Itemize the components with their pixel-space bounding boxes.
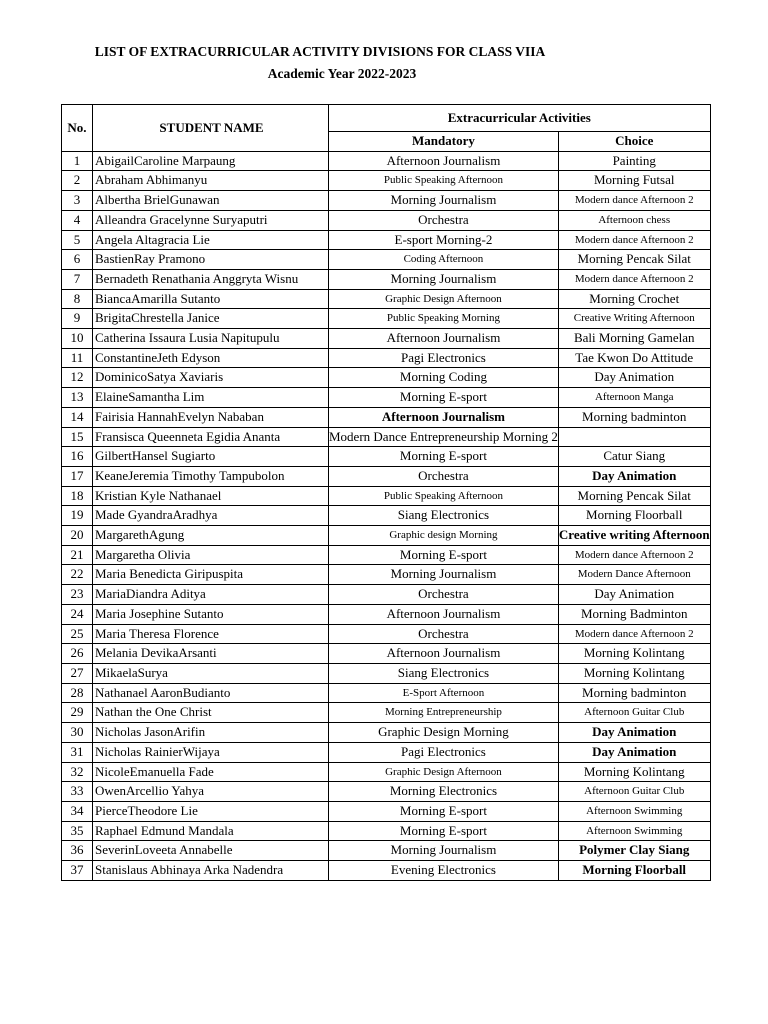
cell-no: 19 xyxy=(62,506,93,526)
cell-no: 37 xyxy=(62,861,93,881)
cell-choice: Morning Kolintang xyxy=(558,644,710,664)
cell-mandatory: Morning Entrepreneurship xyxy=(329,703,559,723)
cell-choice: Morning Floorball xyxy=(558,506,710,526)
cell-no: 22 xyxy=(62,565,93,585)
cell-mandatory: Graphic Design Morning xyxy=(329,723,559,743)
cell-student-name: Albertha BrielGunawan xyxy=(93,191,329,211)
cell-no: 18 xyxy=(62,486,93,506)
cell-choice: Afternoon Swimming xyxy=(558,801,710,821)
cell-mandatory: Graphic Design Afternoon xyxy=(329,762,559,782)
table-row xyxy=(62,801,711,821)
table-row xyxy=(62,762,711,782)
cell-student-name: OwenArcellio Yahya xyxy=(93,782,329,802)
cell-choice: Day Animation xyxy=(558,368,710,388)
table-row xyxy=(62,368,711,388)
cell-mandatory: Morning Journalism xyxy=(329,565,559,585)
cell-no: 3 xyxy=(62,191,93,211)
cell-student-name: AbigailCaroline Marpaung xyxy=(93,151,329,171)
cell-choice: Morning badminton xyxy=(558,683,710,703)
cell-student-name: BrigitaChrestella Janice xyxy=(93,309,329,329)
cell-no: 5 xyxy=(62,230,93,250)
cell-no: 20 xyxy=(62,526,93,546)
cell-mandatory: Siang Electronics xyxy=(329,506,559,526)
table-row xyxy=(62,723,711,743)
cell-no: 36 xyxy=(62,841,93,861)
cell-student-name: Nicholas RainierWijaya xyxy=(93,742,329,762)
cell-no: 25 xyxy=(62,624,93,644)
cell-student-name: ElaineSamantha Lim xyxy=(93,388,329,408)
cell-student-name: GilbertHansel Sugiarto xyxy=(93,447,329,467)
cell-mandatory: Morning Journalism xyxy=(329,269,559,289)
cell-choice: Afternoon chess xyxy=(558,210,710,230)
cell-choice: Morning Pencak Silat xyxy=(558,486,710,506)
cell-choice: Modern dance Afternoon 2 xyxy=(558,191,710,211)
header-choice: Choice xyxy=(558,132,710,152)
table-row xyxy=(62,289,711,309)
table-row xyxy=(62,585,711,605)
cell-student-name: Nicholas JasonArifin xyxy=(93,723,329,743)
cell-mandatory: Pagi Electronics xyxy=(329,742,559,762)
cell-student-name: Maria Benedicta Giripuspita xyxy=(93,565,329,585)
cell-student-name: Maria Theresa Florence xyxy=(93,624,329,644)
cell-no: 32 xyxy=(62,762,93,782)
cell-no: 27 xyxy=(62,663,93,683)
table-row xyxy=(62,230,711,250)
table-row xyxy=(62,348,711,368)
table-row xyxy=(62,742,711,762)
cell-mandatory: Afternoon Journalism xyxy=(329,329,559,349)
cell-choice: Day Animation xyxy=(558,723,710,743)
cell-no: 34 xyxy=(62,801,93,821)
cell-mandatory: Morning Journalism xyxy=(329,191,559,211)
cell-no: 10 xyxy=(62,329,93,349)
cell-choice: Day Animation xyxy=(558,466,710,486)
table-row xyxy=(62,171,711,191)
cell-mandatory: Coding Afternoon xyxy=(329,250,559,270)
cell-mandatory: Siang Electronics xyxy=(329,663,559,683)
cell-choice: Catur Siang xyxy=(558,447,710,467)
cell-student-name: NicoleEmanuella Fade xyxy=(93,762,329,782)
cell-choice: Afternoon Swimming xyxy=(558,821,710,841)
cell-choice: Tae Kwon Do Attitude xyxy=(558,348,710,368)
cell-mandatory: Pagi Electronics xyxy=(329,348,559,368)
cell-student-name: Fransisca Queenneta Egidia Ananta xyxy=(93,427,329,447)
cell-student-name: SeverinLoveeta Annabelle xyxy=(93,841,329,861)
cell-student-name: MargarethAgung xyxy=(93,526,329,546)
cell-mandatory: Public Speaking Afternoon xyxy=(329,171,559,191)
document-subtitle: Academic Year 2022-2023 xyxy=(267,66,417,81)
cell-no: 35 xyxy=(62,821,93,841)
cell-mandatory: Morning E-sport xyxy=(329,821,559,841)
document-title: LIST OF EXTRACURRICULAR ACTIVITY DIVISIONS FOR CLASS VIIA xyxy=(94,44,546,59)
table-row xyxy=(62,329,711,349)
cell-student-name: Stanislaus Abhinaya Arka Nadendra xyxy=(93,861,329,881)
cell-mandatory: Afternoon Journalism xyxy=(329,644,559,664)
cell-choice: Afternoon Guitar Club xyxy=(558,703,710,723)
table-row xyxy=(62,486,711,506)
table-row xyxy=(62,861,711,881)
cell-student-name: MikaelaSurya xyxy=(93,663,329,683)
cell-choice: Modern dance Afternoon 2 xyxy=(558,624,710,644)
cell-mandatory: Evening Electronics xyxy=(329,861,559,881)
cell-no: 28 xyxy=(62,683,93,703)
cell-no: 7 xyxy=(62,269,93,289)
cell-no: 14 xyxy=(62,407,93,427)
cell-student-name: Nathanael AaronBudianto xyxy=(93,683,329,703)
cell-mandatory: Orchestra xyxy=(329,210,559,230)
cell-choice: Morning Floorball xyxy=(558,861,710,881)
cell-choice: Modern dance Afternoon 2 xyxy=(558,230,710,250)
cell-no: 16 xyxy=(62,447,93,467)
cell-no: 4 xyxy=(62,210,93,230)
table-row xyxy=(62,782,711,802)
table-row xyxy=(62,526,711,546)
cell-no: 29 xyxy=(62,703,93,723)
table-row xyxy=(62,151,711,171)
cell-no: 33 xyxy=(62,782,93,802)
cell-student-name: Melania DevikaArsanti xyxy=(93,644,329,664)
cell-mandatory: Morning E-sport xyxy=(329,545,559,565)
cell-mandatory: Morning E-sport xyxy=(329,447,559,467)
cell-mandatory: Morning Coding xyxy=(329,368,559,388)
cell-choice: Painting xyxy=(558,151,710,171)
cell-choice xyxy=(558,427,710,447)
cell-choice: Modern dance Afternoon 2 xyxy=(558,269,710,289)
cell-no: 11 xyxy=(62,348,93,368)
cell-mandatory: Graphic Design Afternoon xyxy=(329,289,559,309)
cell-student-name: Nathan the One Christ xyxy=(93,703,329,723)
cell-choice: Creative Writing Afternoon xyxy=(558,309,710,329)
cell-mandatory: E-sport Morning-2 xyxy=(329,230,559,250)
table-row xyxy=(62,663,711,683)
table-row xyxy=(62,407,711,427)
table-row xyxy=(62,624,711,644)
cell-student-name: ConstantineJeth Edyson xyxy=(93,348,329,368)
cell-mandatory: Afternoon Journalism xyxy=(329,151,559,171)
table-row xyxy=(62,821,711,841)
cell-student-name: Maria Josephine Sutanto xyxy=(93,604,329,624)
cell-student-name: Angela Altagracia Lie xyxy=(93,230,329,250)
table-row xyxy=(62,466,711,486)
cell-choice: Bali Morning Gamelan xyxy=(558,329,710,349)
cell-no: 8 xyxy=(62,289,93,309)
cell-mandatory: Orchestra xyxy=(329,466,559,486)
cell-no: 24 xyxy=(62,604,93,624)
cell-choice: Morning Crochet xyxy=(558,289,710,309)
cell-choice: Morning Kolintang xyxy=(558,663,710,683)
table-row xyxy=(62,191,711,211)
cell-student-name: BiancaAmarilla Sutanto xyxy=(93,289,329,309)
cell-no: 13 xyxy=(62,388,93,408)
cell-no: 31 xyxy=(62,742,93,762)
header-mandatory: Mandatory xyxy=(329,132,559,152)
cell-mandatory: Public Speaking Afternoon xyxy=(329,486,559,506)
cell-choice: Modern Dance Afternoon xyxy=(558,565,710,585)
cell-mandatory: Afternoon Journalism xyxy=(329,407,559,427)
cell-choice: Morning Pencak Silat xyxy=(558,250,710,270)
cell-mandatory: Afternoon Journalism xyxy=(329,604,559,624)
cell-no: 2 xyxy=(62,171,93,191)
table-row xyxy=(62,604,711,624)
table-row xyxy=(62,447,711,467)
table-row xyxy=(62,703,711,723)
cell-student-name: BastienRay Pramono xyxy=(93,250,329,270)
table-row xyxy=(62,644,711,664)
cell-student-name: Raphael Edmund Mandala xyxy=(93,821,329,841)
cell-no: 17 xyxy=(62,466,93,486)
cell-mandatory: Morning E-sport xyxy=(329,801,559,821)
cell-student-name: Margaretha Olivia xyxy=(93,545,329,565)
cell-choice: Creative writing Afternoon xyxy=(558,526,710,546)
cell-student-name: Kristian Kyle Nathanael xyxy=(93,486,329,506)
cell-student-name: Bernadeth Renathania Anggryta Wisnu xyxy=(93,269,329,289)
cell-mandatory: Morning Journalism xyxy=(329,841,559,861)
cell-choice: Afternoon Guitar Club xyxy=(558,782,710,802)
cell-no: 9 xyxy=(62,309,93,329)
table-row xyxy=(62,841,711,861)
cell-mandatory: E-Sport Afternoon xyxy=(329,683,559,703)
cell-student-name: Alleandra Gracelynne Suryaputri xyxy=(93,210,329,230)
cell-student-name: KeaneJeremia Timothy Tampubolon xyxy=(93,466,329,486)
cell-student-name: MariaDiandra Aditya xyxy=(93,585,329,605)
cell-no: 6 xyxy=(62,250,93,270)
cell-choice: Modern dance Afternoon 2 xyxy=(558,545,710,565)
cell-choice: Morning Badminton xyxy=(558,604,710,624)
cell-no: 26 xyxy=(62,644,93,664)
table-body xyxy=(62,151,711,880)
cell-mandatory: Orchestra xyxy=(329,624,559,644)
cell-choice: Morning badminton xyxy=(558,407,710,427)
cell-mandatory: Orchestra xyxy=(329,585,559,605)
table-row xyxy=(62,565,711,585)
cell-student-name: Catherina Issaura Lusia Napitupulu xyxy=(93,329,329,349)
table-row xyxy=(62,506,711,526)
table-row xyxy=(62,388,711,408)
cell-mandatory: Graphic design Morning xyxy=(329,526,559,546)
cell-choice: Morning Futsal xyxy=(558,171,710,191)
cell-student-name: DominicoSatya Xaviaris xyxy=(93,368,329,388)
cell-student-name: Fairisia HannahEvelyn Nababan xyxy=(93,407,329,427)
cell-mandatory: Morning E-sport xyxy=(329,388,559,408)
cell-choice: Day Animation xyxy=(558,585,710,605)
table-row xyxy=(62,250,711,270)
cell-no: 23 xyxy=(62,585,93,605)
cell-student-name: Abraham Abhimanyu xyxy=(93,171,329,191)
table-row xyxy=(62,210,711,230)
table-row xyxy=(62,545,711,565)
table-row xyxy=(62,269,711,289)
cell-mandatory: Public Speaking Morning xyxy=(329,309,559,329)
cell-choice: Morning Kolintang xyxy=(558,762,710,782)
table-row xyxy=(62,427,711,447)
header-activities: Extracurricular Activities xyxy=(329,105,711,132)
cell-mandatory: Morning Electronics xyxy=(329,782,559,802)
cell-choice: Day Animation xyxy=(558,742,710,762)
cell-no: 15 xyxy=(62,427,93,447)
cell-student-name: Made GyandraAradhya xyxy=(93,506,329,526)
cell-no: 21 xyxy=(62,545,93,565)
cell-no: 12 xyxy=(62,368,93,388)
cell-student-name: PierceTheodore Lie xyxy=(93,801,329,821)
cell-choice: Polymer Clay Siang xyxy=(558,841,710,861)
table-row xyxy=(62,309,711,329)
cell-no: 30 xyxy=(62,723,93,743)
header-student-name: STUDENT NAME xyxy=(93,105,329,152)
cell-choice: Afternoon Manga xyxy=(558,388,710,408)
activity-table xyxy=(61,104,711,881)
table-row xyxy=(62,683,711,703)
header-no: No. xyxy=(62,105,93,152)
cell-no: 1 xyxy=(62,151,93,171)
cell-mandatory: Modern Dance Entrepreneurship Morning 2 xyxy=(329,427,559,447)
